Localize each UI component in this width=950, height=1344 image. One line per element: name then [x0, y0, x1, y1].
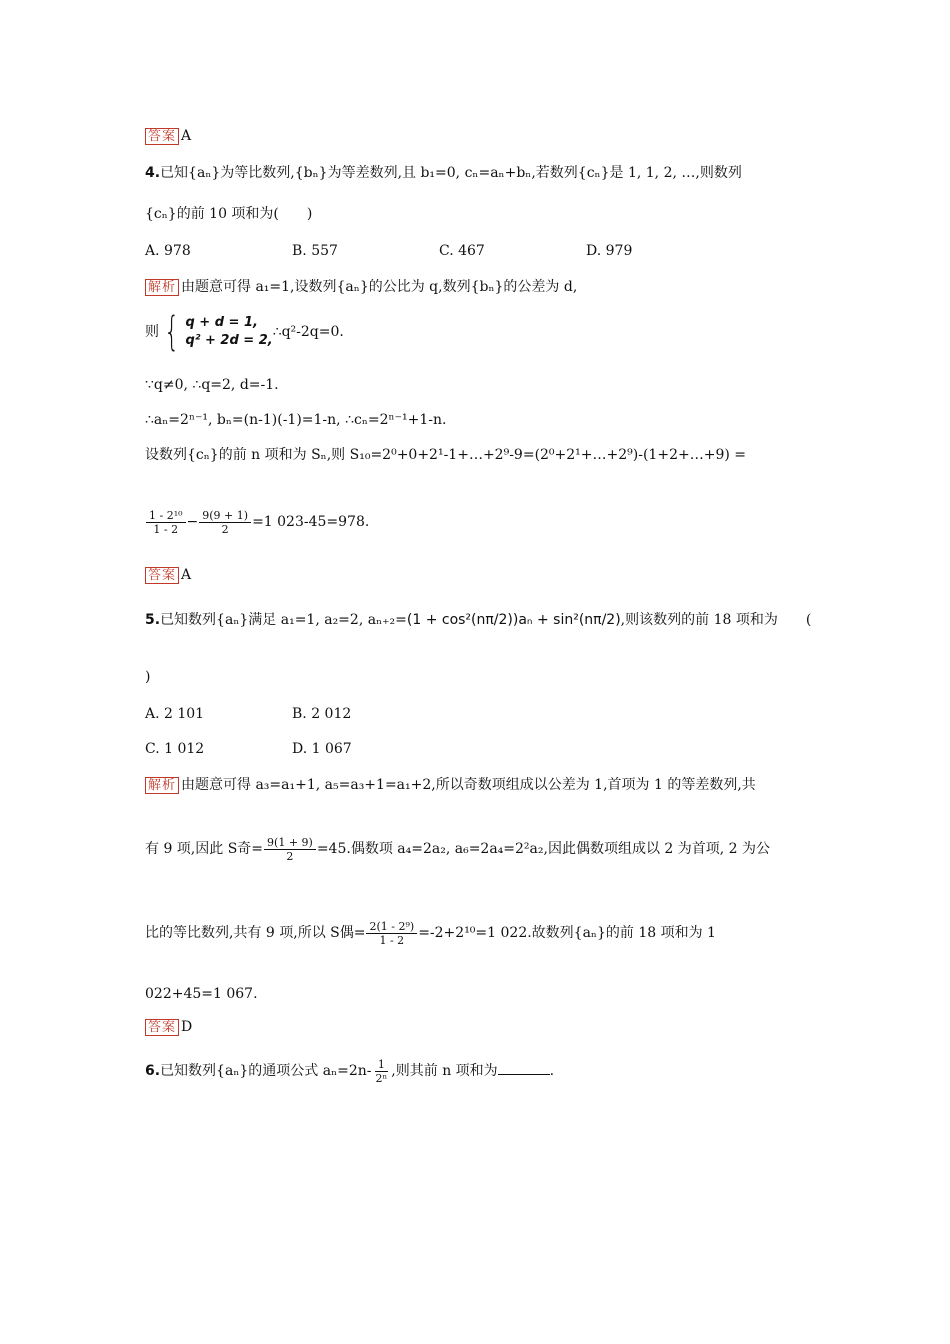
equation-system [159, 309, 273, 355]
fraction-1-numerator: 1 - 2¹⁰ [146, 509, 186, 523]
answer-value: A [181, 567, 192, 583]
analysis-tag: 解析 [145, 777, 179, 794]
question-4-line-1 [145, 164, 742, 182]
question-5-line-1 [145, 600, 811, 640]
general-term-numerator: 1 [375, 1058, 388, 1072]
odd-sum-denominator: 2 [286, 849, 294, 863]
analysis-text: 由题意可得 a₃=a₁+1, a₅=a₃+1=a₁+2,所以奇数项组成以公差为 1,首项为 1 的等差数列,共 [181, 777, 756, 793]
question-5-options-row-1 [145, 705, 439, 723]
even-sum-denominator: 1 - 2 [379, 933, 405, 947]
analysis-line-1 [145, 278, 577, 296]
analysis-text-pre: 有 9 项,因此 S奇= [145, 841, 264, 857]
system-eq-2: q² + 2d = 2, [185, 333, 273, 348]
option-c: C. 1 012 [145, 741, 205, 757]
question-text: 已知数列{aₙ}满足 a₁=1, a₂=2, aₙ₊₂= [160, 612, 407, 628]
recurrence-formula: (1 + cos²(nπ/2))aₙ + sin²(nπ/2) [406, 612, 621, 628]
analysis-text-post: =45.偶数项 a₄=2a₂, a₆=2a₄=2²a₂,因此偶数项组成以 2 为首项, 2 为公 [316, 841, 771, 857]
answer-row-q4 [145, 566, 191, 584]
analysis-line-5: 设数列{cₙ}的前 n 项和为 Sₙ,则 S₁₀=2⁰+0+2¹-1+…+2⁹-9=(2⁰+2¹+…+2⁹)-(1+2+…+9) = [145, 447, 746, 463]
general-term-fraction [373, 1058, 391, 1085]
even-sum-fraction [366, 920, 417, 947]
answer-tag: 答案 [145, 1019, 179, 1036]
option-c: C. 467 [439, 243, 485, 259]
analysis-text: 由题意可得 a₁=1,设数列{aₙ}的公比为 q,数列{bₙ}的公差为 d, [181, 279, 578, 295]
answer-value: D [181, 1019, 193, 1035]
odd-sum-numerator: 9(1 + 9) [264, 836, 316, 850]
question-text-pre: 已知数列{aₙ}的通项公式 aₙ=2n- [160, 1063, 372, 1079]
q5-analysis-line-2 [145, 832, 770, 866]
fraction-2-numerator: 9(9 + 1) [199, 509, 251, 523]
q5-analysis-line-1 [145, 776, 756, 794]
system-prefix: 则 [145, 324, 159, 340]
option-d: D. 1 067 [292, 741, 352, 757]
even-sum-numerator: 2(1 - 2⁹) [366, 920, 417, 934]
analysis-text-post: =-2+2¹⁰=1 022.故数列{aₙ}的前 18 项和为 1 [418, 925, 716, 941]
q5-analysis-line-3 [145, 916, 716, 950]
minus-sign: − [186, 514, 199, 530]
option-a: A. 2 101 [145, 706, 205, 722]
option-b: B. 2 012 [292, 706, 352, 722]
analysis-line-4: ∴aₙ=2ⁿ⁻¹, bₙ=(n-1)(-1)=1-n, ∴cₙ=2ⁿ⁻¹+1-n. [145, 412, 447, 428]
fraction-1-denominator: 1 - 2 [153, 522, 179, 536]
analysis-tag: 解析 [145, 279, 179, 296]
question-number: 6. [145, 1063, 161, 1079]
option-a: A. 978 [145, 243, 191, 259]
answer-blank[interactable] [498, 1062, 550, 1075]
question-4-options [145, 242, 733, 260]
question-text-end: . [549, 1063, 555, 1079]
analysis-line-3: ∵q≠0, ∴q=2, d=-1. [145, 377, 279, 393]
system-eq-1: q + d = 1, [185, 315, 258, 330]
question-6-line [145, 1054, 554, 1088]
odd-sum-fraction [264, 836, 316, 863]
general-term-denominator: 2ⁿ [375, 1071, 388, 1085]
option-b: B. 557 [292, 243, 338, 259]
analysis-system-line [145, 309, 344, 355]
fraction-1 [146, 509, 186, 536]
answer-row-q3 [145, 127, 191, 145]
question-4-line-2: {cₙ}的前 10 项和为( ) [145, 206, 313, 222]
fraction-2 [199, 509, 251, 536]
answer-tag: 答案 [145, 567, 179, 584]
question-number: 5. [145, 612, 161, 628]
analysis-text-pre: 比的等比数列,共有 9 项,所以 S偶= [145, 925, 366, 941]
answer-value: A [181, 128, 192, 144]
question-text: 已知{aₙ}为等比数列,{bₙ}为等差数列,且 b₁=0, cₙ=aₙ+bₙ,若数列{cₙ}是 1, 1, 2, …,则数列 [160, 165, 742, 181]
question-number: 4. [145, 165, 161, 181]
question-5-options-row-2 [145, 740, 439, 758]
answer-tag: 答案 [145, 128, 179, 145]
brace-icon: { [164, 309, 180, 355]
option-d: D. 979 [586, 243, 633, 259]
fraction-line-result: =1 023-45=978. [252, 514, 370, 530]
q5-analysis-line-4: 022+45=1 067. [145, 986, 258, 1002]
question-5-line-2: ) [145, 669, 151, 685]
answer-row-q5 [145, 1018, 192, 1036]
fraction-2-denominator: 2 [221, 522, 229, 536]
question-text-tail: ,则该数列的前 18 项和为 ( [620, 612, 812, 628]
system-suffix: ∴q²-2q=0. [272, 324, 344, 340]
analysis-fraction-line [145, 505, 369, 539]
question-text-post: ,则其前 n 项和为 [391, 1063, 498, 1079]
